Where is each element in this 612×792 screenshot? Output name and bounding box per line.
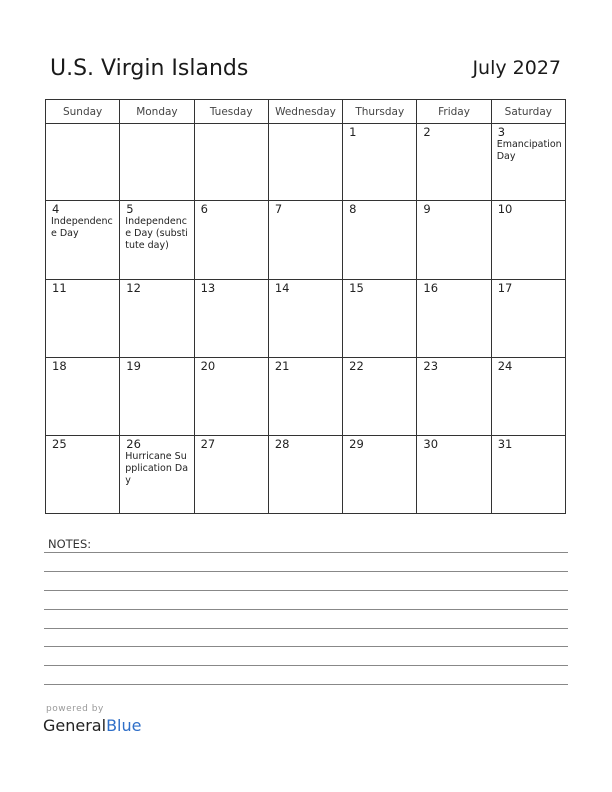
- day-cell: [417, 124, 491, 201]
- day-cell: [120, 201, 194, 280]
- weekday-monday: Monday: [120, 100, 194, 124]
- day-cell: [268, 280, 342, 358]
- day-number: 3: [497, 125, 506, 139]
- notes-line: [44, 571, 568, 572]
- day-number: [46, 124, 119, 126]
- day-number: [195, 124, 268, 126]
- day-event: Independence Day: [51, 216, 113, 239]
- day-event: Emancipation Day: [496, 139, 562, 162]
- day-cell: [268, 436, 342, 514]
- day-number: 4: [52, 202, 60, 216]
- day-number: 30: [423, 437, 439, 451]
- day-cell: [417, 358, 491, 436]
- day-number: 6: [200, 202, 208, 216]
- day-cell: [491, 358, 565, 436]
- weekday-thursday: Thursday: [343, 100, 417, 124]
- day-number: 14: [274, 281, 290, 295]
- logo-text-blue: Blue: [106, 716, 142, 735]
- day-number: [120, 124, 193, 126]
- day-number: 27: [200, 437, 216, 451]
- weekday-wednesday: Wednesday: [268, 100, 342, 124]
- weekday-sunday: Sunday: [46, 100, 120, 124]
- day-number: 29: [349, 437, 364, 451]
- day-cell: [268, 201, 342, 280]
- day-event: Independence Day (substitute day): [125, 216, 188, 251]
- day-number: 15: [349, 281, 364, 295]
- day-number: 16: [423, 281, 439, 295]
- notes-label: NOTES:: [48, 537, 92, 551]
- calendar-grid: [45, 99, 566, 514]
- day-cell: [46, 124, 120, 201]
- day-cell: [417, 280, 491, 358]
- day-number: 12: [126, 281, 141, 295]
- day-number: 10: [497, 202, 513, 216]
- day-number: 24: [497, 359, 513, 373]
- day-number: 8: [349, 202, 357, 216]
- day-cell: [46, 358, 120, 436]
- day-number: 31: [497, 437, 513, 451]
- notes-line: [44, 590, 568, 591]
- day-cell: [417, 436, 491, 514]
- day-number: 28: [274, 437, 290, 451]
- day-number: 1: [349, 125, 357, 139]
- logo-text-general: General: [43, 716, 107, 735]
- day-cell: [46, 201, 120, 280]
- week-row-4: [46, 358, 566, 436]
- day-cell: [194, 436, 268, 514]
- week-row-3: [46, 280, 566, 358]
- day-number: 23: [423, 359, 439, 373]
- day-cell: [491, 436, 565, 514]
- day-cell: [268, 124, 342, 201]
- day-cell: [491, 280, 565, 358]
- calendar-month-title: July 2027: [472, 57, 561, 79]
- notes-line: [44, 628, 568, 629]
- day-number: 19: [126, 359, 141, 373]
- day-cell: [343, 358, 417, 436]
- notes-line: [44, 609, 568, 610]
- day-cell: [491, 201, 565, 280]
- day-cell: [120, 358, 194, 436]
- week-row-2: [46, 201, 566, 280]
- day-number: 2: [423, 125, 431, 139]
- day-cell: [417, 201, 491, 280]
- week-row-1: [46, 124, 566, 201]
- day-number: 11: [52, 281, 67, 295]
- day-number: 18: [52, 359, 67, 373]
- day-number: 25: [52, 437, 67, 451]
- day-cell: [120, 436, 194, 514]
- day-cell: [46, 280, 120, 358]
- day-number: 21: [274, 359, 290, 373]
- notes-line: [44, 684, 568, 685]
- day-cell: [194, 280, 268, 358]
- day-number: 22: [349, 359, 364, 373]
- day-number: 20: [200, 359, 216, 373]
- calendar-region-title: U.S. Virgin Islands: [50, 56, 249, 81]
- weekday-saturday: Saturday: [491, 100, 565, 124]
- day-cell: [343, 201, 417, 280]
- day-number: 9: [423, 202, 431, 216]
- day-cell: [194, 201, 268, 280]
- day-cell: [194, 358, 268, 436]
- weekday-friday: Friday: [417, 100, 491, 124]
- day-cell: [491, 124, 565, 201]
- weekday-header-row: [46, 100, 566, 124]
- generalblue-logo: [43, 716, 141, 735]
- day-cell: [120, 280, 194, 358]
- day-number: 17: [497, 281, 513, 295]
- day-cell: [194, 124, 268, 201]
- day-cell: [120, 124, 194, 201]
- week-row-5: [46, 436, 566, 514]
- day-event: Hurricane Supplication Day: [125, 451, 189, 486]
- day-number: 13: [200, 281, 216, 295]
- day-number: 7: [274, 202, 283, 216]
- day-cell: [268, 358, 342, 436]
- day-cell: [343, 124, 417, 201]
- day-number: [269, 124, 342, 126]
- weekday-tuesday: Tuesday: [194, 100, 268, 124]
- day-cell: [343, 280, 417, 358]
- day-number: 5: [126, 202, 134, 216]
- day-cell: [343, 436, 417, 514]
- day-number: 26: [126, 437, 141, 451]
- notes-line: [44, 646, 568, 647]
- notes-line: [44, 665, 568, 666]
- notes-line: [44, 552, 568, 553]
- day-cell: [46, 436, 120, 514]
- powered-by-text: powered by: [46, 704, 104, 714]
